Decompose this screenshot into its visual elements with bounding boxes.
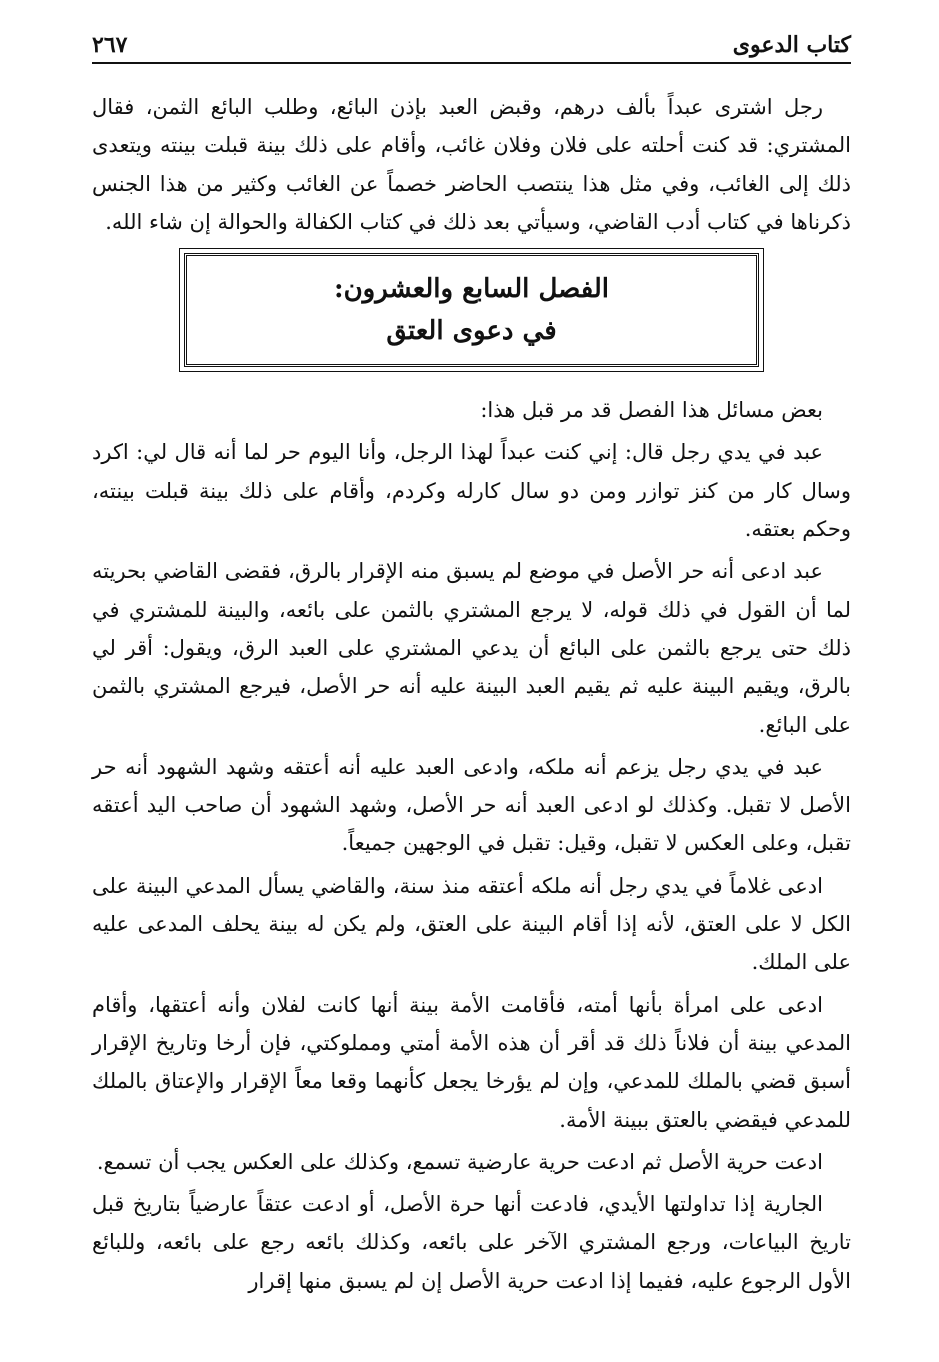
- paragraph: الجارية إذا تداولتها الأيدي، فادعت أنها حرة الأصل، أو ادعت عتقاً عارضياً بتاريخ قبل تاريخ البياعات، ورجع المشتري الآخر على بائعه، وكذلك بائعه رجع على بائعه، وللبائع الأول الرجوع عليه، ففيما إذا ادعت حرية الأصل إن لم يسبق منها إقرار: [92, 1192, 851, 1293]
- chapter-title: الفصل السابع والعشرون:: [333, 274, 609, 305]
- page-header: [92, 20, 851, 64]
- chapter-subtitle: في دعوى العتق: [386, 316, 557, 347]
- paragraph: رجل اشترى عبداً بألف درهم، وقبض العبد بإذن البائع، وطلب البائع الثمن، فقال المشتري: قد كنت أحلته على فلان وفلان غائب، وأقام على ذلك بينة قبلت بينته ويتعدى ذلك إلى الغائب، وفي مثل هذا ينتصب الحاضر خصماً عن الغائب وكثير من هذا الجنس ذكرناها في كتاب أدب القاضي، وسيأتي بعد ذلك في كتاب الكفالة والحوالة إن شاء الله.: [92, 95, 851, 234]
- paragraph: ادعى على امرأة بأنها أمته، فأقامت الأمة بينة أنها كانت لفلان وأنه أعتقها، وأقام المدعي بينة أن فلاناً ذلك قد أقر أن هذه الأمة أمتي ومملوكتي، فإن أرخا وتاريخ الإقرار أسبق قضي بالملك للمدعي، وإن لم يؤرخا يجعل كأنهما وقعا معاً الإقرار والإعتاق بالملك للمدعي فيقضي بالعتق ببينة الأمة.: [92, 992, 851, 1132]
- book-title: كتاب الدعوى: [732, 32, 851, 58]
- paragraph: عبد في يدي رجل يزعم أنه ملكه، وادعى العبد عليه أنه أعتقه وشهد الشهود أنه حر الأصل لا تقبل. وكذلك لو ادعى العبد أنه حر الأصل، وشهد الشهود أن صاحب اليد أعتقه تقبل، وعلى العكس لا تقبل، وقيل: تقبل في الوجهين جميعاً.: [92, 754, 851, 856]
- paragraph: ادعى غلاماً في يدي رجل أنه ملكه أعتقه منذ سنة، والقاضي يسأل المدعي البينة على الكل لا على العتق، لأنه إذا أقام البينة على العتق، ولم يكن له بينة يحلف المدعى عليه على الملك.: [92, 873, 851, 975]
- page-body: [92, 88, 851, 1304]
- page-number: ٢٦٧: [92, 32, 128, 58]
- chapter-title-box: [184, 253, 759, 367]
- paragraph: عبد ادعى أنه حر الأصل في موضع لم يسبق منه الإقرار بالرق، فقضى القاضي بحريته لما أن القول في ذلك قوله، لا يرجع المشتري بالثمن على بائعه، والبينة للمشتري في ذلك حتى يرجع بالثمن على البائع أن يدعي المشتري على العبد الرق، ويقول: أقر لي بالرق، ويقيم البينة عليه ثم يقيم العبد البينة عليه أنه حر الأصل، فيرجع المشتري بالثمن على البائع.: [92, 559, 851, 737]
- paragraph: ادعت حرية الأصل ثم ادعت حرية عارضية تسمع، وكذلك على العكس يجب أن تسمع.: [96, 1149, 823, 1174]
- chapter-intro: بعض مسائل هذا الفصل قد مر قبل هذا:: [480, 398, 823, 423]
- paragraph: عبد في يدي رجل قال: إني كنت عبداً لهذا الرجل، وأنا اليوم حر لما أنه قال لي: اكرد وسال كار من كنز توازر ومن دو سال كارله وكردم، وأقام على ذلك بينة قبلت بينته، وحكم بعتقه.: [92, 440, 851, 542]
